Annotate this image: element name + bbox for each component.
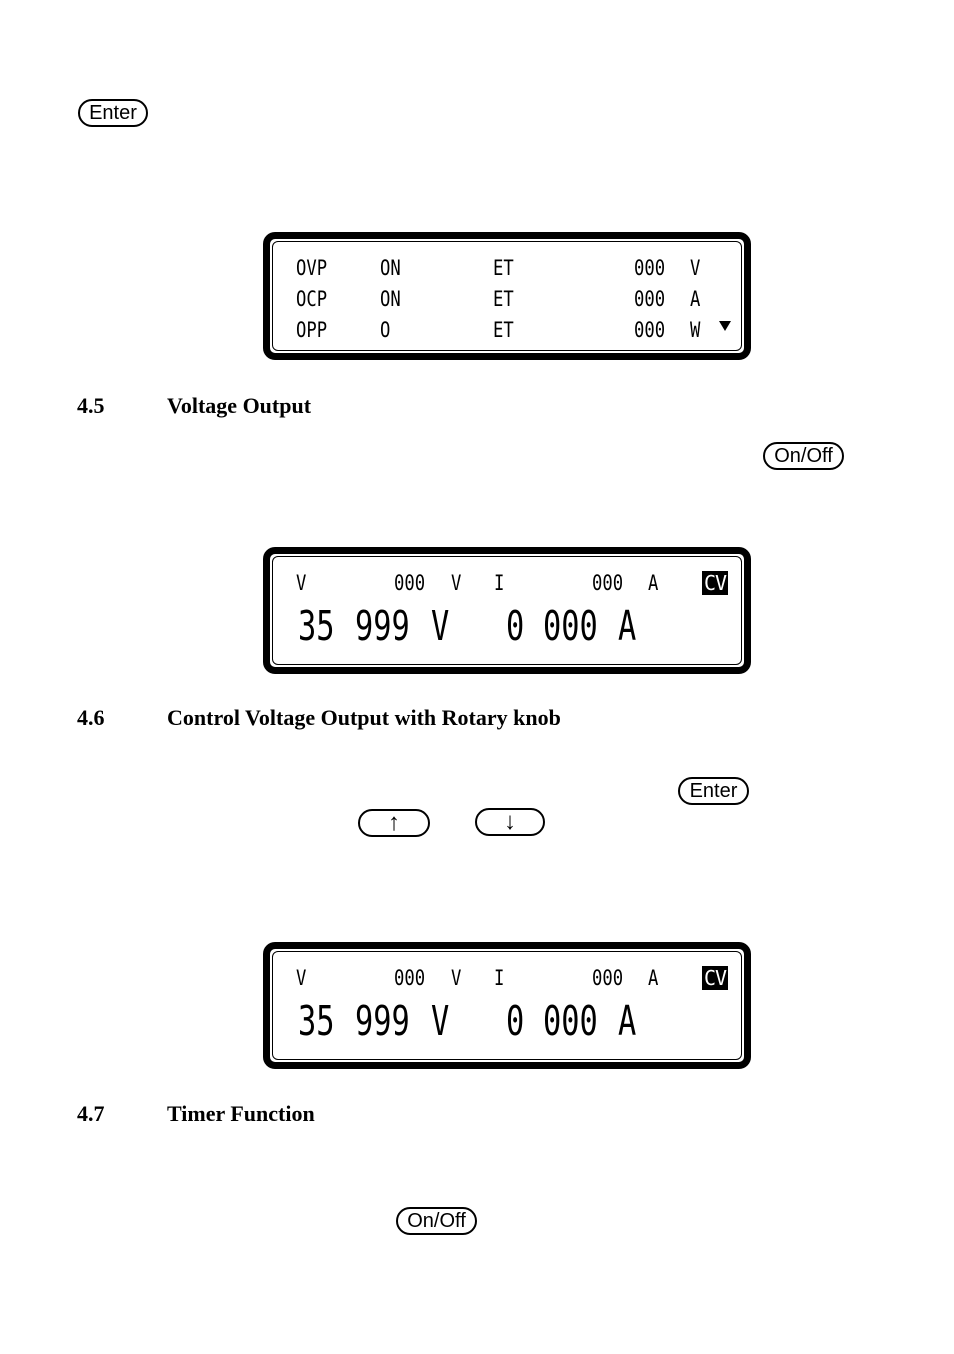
v-set-unit: V [451,966,462,990]
current-reading-unit: A [618,997,637,1045]
i-set-value: 000 [592,571,624,595]
onoff-key-icon: On/Off [763,442,844,470]
voltage-reading-dec: 999 [355,997,410,1045]
current-reading-dec: 000 [543,997,598,1045]
i-set-value: 000 [592,966,624,990]
voltage-reading-unit: V [431,602,450,650]
ovp-value: 000 [634,256,666,280]
ovp-name: OVP [296,256,328,280]
protection-lcd-display [263,232,751,360]
v-set-value: 000 [394,571,426,595]
v-set-label: V [296,966,307,990]
ocp-name: OCP [296,287,328,311]
section-title: Timer Function [167,1101,315,1126]
current-reading-dec: 000 [543,602,598,650]
v-set-label: V [296,571,307,595]
up-arrow-key-icon: ↑ [358,809,430,837]
enter-key-icon: Enter [678,777,749,805]
current-reading-int: 0 [506,602,525,650]
section-title: Control Voltage Output with Rotary knob [167,705,561,730]
v-set-unit: V [451,571,462,595]
output-lcd-display [263,547,751,674]
opp-state: O [380,318,391,342]
voltage-reading-int: 35 [298,602,335,650]
output-lcd-display [263,942,751,1069]
cv-mode-badge: CV [704,966,727,990]
voltage-reading-dec: 999 [355,602,410,650]
opp-name: OPP [296,318,328,342]
down-arrow-key-icon: ↓ [475,808,545,836]
section-number: 4.5 [77,393,105,418]
ovp-state: ON [380,256,401,280]
ovp-unit: V [690,256,701,280]
section-heading-4-7 [77,1101,315,1127]
voltage-reading-unit: V [431,997,450,1045]
current-reading-int: 0 [506,997,525,1045]
enter-key-icon: Enter [78,99,148,127]
voltage-reading-int: 35 [298,997,335,1045]
ocp-label: ET [493,287,514,311]
v-set-value: 000 [394,966,426,990]
section-number: 4.6 [77,705,105,730]
onoff-key-icon: On/Off [396,1207,477,1235]
ocp-unit: A [690,287,701,311]
i-set-unit: A [648,571,659,595]
opp-value: 000 [634,318,666,342]
opp-label: ET [493,318,514,342]
ocp-value: 000 [634,287,666,311]
i-set-label: I [494,966,505,990]
i-set-label: I [494,571,505,595]
scroll-down-indicator-icon [719,321,731,331]
ocp-state: ON [380,287,401,311]
section-number: 4.7 [77,1101,105,1126]
section-heading-4-6 [77,705,561,731]
ovp-label: ET [493,256,514,280]
opp-unit: W [690,318,701,342]
i-set-unit: A [648,966,659,990]
section-title: Voltage Output [167,393,312,418]
cv-mode-badge: CV [704,571,727,595]
section-heading-4-5 [77,393,311,419]
current-reading-unit: A [618,602,637,650]
